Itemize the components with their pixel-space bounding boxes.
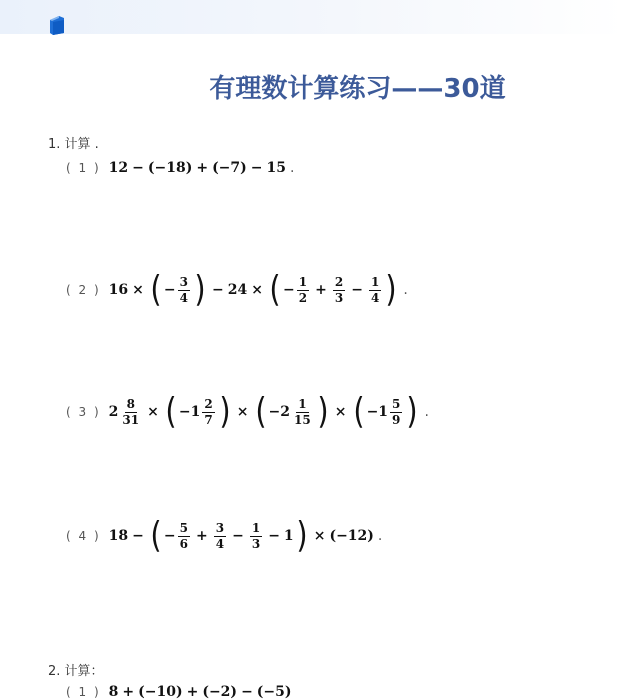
math-term: 2 [108,404,119,420]
fraction-numerator: 1 [370,274,380,289]
math-operator: − [212,282,224,298]
fraction-numerator: 8 [126,396,135,411]
math-term: 1 [283,528,294,544]
fraction-numerator: 1 [298,396,307,411]
math-fraction [297,276,309,305]
math-paren: ( [150,269,162,310]
math-expression [108,269,400,310]
fraction-denominator: 6 [179,536,188,551]
math-operator: + [186,684,199,700]
math-operator: − [132,160,144,176]
math-term: −1 [178,404,201,420]
q1-item-4 [66,515,383,556]
q1-item-1 [66,160,294,176]
math-fraction [369,276,381,305]
top-banner [0,0,625,34]
math-operator: − [268,528,280,544]
math-paren: ) [219,391,231,432]
math-fraction [333,276,345,305]
math-operator: + [196,160,209,176]
math-paren: ) [317,391,329,432]
question-2-heading: 2. 计算： [48,664,104,679]
math-term: 16 [108,282,129,298]
fraction-numerator: 5 [179,520,188,535]
math-fraction [178,522,190,551]
fraction-numerator: 2 [204,396,213,411]
fraction-denominator: 31 [122,412,140,427]
math-expression [109,684,292,700]
q2-item-1 [66,684,292,700]
fraction-denominator: 15 [294,412,311,427]
math-paren: ( [254,391,267,432]
math-operator: × [147,404,159,420]
math-operator: − [351,282,363,298]
math-term: (−5) [256,684,292,700]
item-period: . [424,404,429,420]
math-operator: + [122,684,135,700]
math-term: −1 [366,404,389,420]
math-term: −2 [268,404,291,420]
math-operator: × [236,404,249,420]
math-operator: − [250,160,263,176]
fraction-denominator: 9 [392,412,401,427]
math-term: (−2) [202,684,238,700]
item-number: ( 1 ) [66,161,101,175]
math-paren: ( [269,269,281,310]
q1-item-2 [66,269,408,310]
math-operator: − [232,528,244,544]
math-term: (−10) [138,684,183,700]
item-number: ( 3 ) [66,405,101,419]
fraction-numerator: 1 [251,520,261,535]
fraction-denominator: 7 [204,412,213,427]
fraction-denominator: 4 [370,290,380,305]
fraction-numerator: 3 [215,520,225,535]
math-paren: ( [352,391,365,432]
item-number: ( 4 ) [66,529,101,543]
math-paren: ( [150,515,162,556]
math-operator: − [241,684,253,700]
q1-item-3 [66,391,429,432]
fraction-denominator: 4 [215,536,225,551]
math-fraction [292,398,313,427]
math-paren: ) [406,391,419,432]
fraction-numerator: 3 [179,274,188,289]
math-operator: + [196,528,208,544]
math-fraction [250,522,262,551]
math-term: 15 [266,160,287,176]
math-expression [108,391,421,432]
question-1-heading: 1. 计算 . [48,137,99,152]
document-icon [48,14,68,36]
math-term: (−12) [329,528,374,544]
fraction-numerator: 1 [298,274,308,289]
math-term: − [283,282,295,298]
math-operator: × [251,282,263,298]
math-operator: + [315,282,327,298]
math-fraction [202,398,214,427]
math-operator: − [132,528,144,544]
math-term: 12 [108,160,129,176]
math-operator: × [132,282,144,298]
item-number: ( 1 ) [66,685,101,699]
page-title: 有理数计算练习——30道 [209,74,506,104]
fraction-denominator: 3 [251,536,261,551]
math-paren: ( [165,391,177,432]
math-term: (−18) [147,160,193,176]
fraction-denominator: 3 [334,290,344,305]
math-fraction [120,398,141,427]
item-number: ( 2 ) [66,283,101,297]
fraction-numerator: 2 [334,274,344,289]
math-term: 18 [108,528,129,544]
math-fraction [390,398,402,427]
math-operator: × [313,528,326,544]
fraction-denominator: 4 [179,290,188,305]
math-paren: ) [385,269,397,310]
item-period: . [377,528,383,544]
fraction-numerator: 5 [392,396,401,411]
item-period: . [290,160,295,176]
math-term: 8 [108,684,119,700]
fraction-denominator: 2 [298,290,308,305]
math-term: − [163,528,176,544]
item-period: . [403,282,408,298]
math-operator: × [334,404,347,420]
math-expression [109,160,286,176]
math-paren: ) [296,515,308,556]
math-term: 24 [227,282,248,298]
math-fraction [178,276,190,305]
math-term: (−7) [212,160,247,176]
math-paren: ) [194,269,206,310]
math-fraction [214,522,226,551]
math-expression [108,515,374,556]
math-term: − [163,282,176,298]
